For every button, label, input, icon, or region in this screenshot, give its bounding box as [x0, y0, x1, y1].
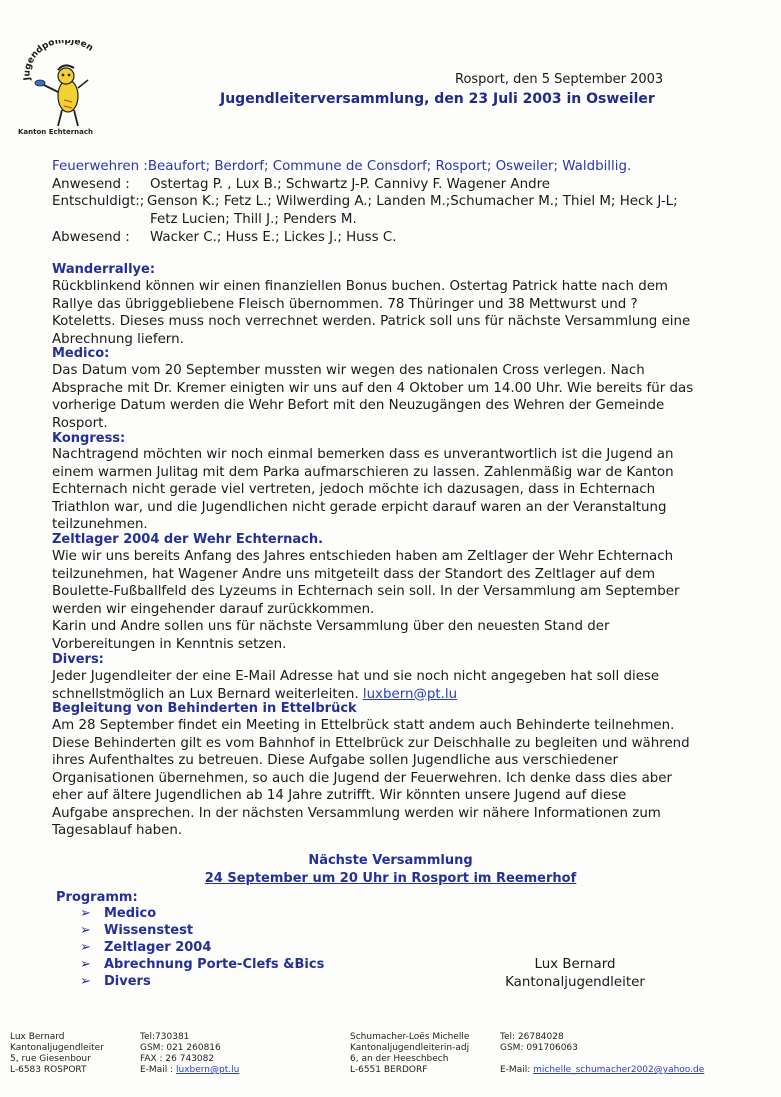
footer-right-email-row: [500, 1065, 704, 1076]
paragraph-line: Organisationen übernehmen, so auch die Jugend der Feuerwehren. Ich denke dass dies aber: [52, 770, 673, 786]
footer-left-tel: Tel:730381: [140, 1032, 190, 1042]
footer-left-city: L-6583 ROSPORT: [10, 1065, 87, 1075]
section-body-divers: [52, 668, 732, 703]
document-title: Jugendleiterversammlung, den 23 Juli 2003 in Osweiler: [220, 91, 655, 107]
fire-brigades-label: Feuerwehren :: [52, 159, 148, 174]
signature-role: Kantonaljugendleiter: [505, 975, 645, 990]
list-item: [80, 940, 324, 957]
paragraph-line: Das Datum vom 20 September mussten wir wegen des nationalen Cross verlegen. Nach: [52, 363, 645, 378]
section-heading-wanderrallye: Wanderrallye:: [52, 262, 156, 277]
section-body-wanderrallye: [52, 278, 732, 348]
paragraph-line: Jeder Jugendleiter der eine E-Mail Adresse hat und sie noch nicht angegeben hat soll diese: [52, 669, 660, 684]
paragraph-line: Boulette-Fußballfeld des Lyzeums in Echternach sein soll. In der Versammlung am September: [52, 584, 680, 599]
logo-caption: Kanton Echternach: [18, 128, 94, 136]
signature-name: Lux Bernard: [534, 957, 616, 972]
excused-value-2: Fetz Lucien; Thill J.; Penders M.: [150, 212, 357, 227]
absent-value: Wacker C.; Huss E.; Lickes J.; Huss C.: [150, 230, 397, 245]
section-heading-divers: Divers:: [52, 652, 104, 667]
section-heading-kongress: Kongress:: [52, 431, 126, 446]
programm-item-label: Divers: [104, 974, 151, 989]
fire-brigades-row: [52, 158, 631, 176]
paragraph-line: Wie wir uns bereits Anfang des Jahres entschieden haben am Zeltlager der Wehr Echternach: [52, 549, 674, 564]
email-link-luxbern[interactable]: luxbern@pt.lu: [362, 686, 458, 702]
arrow-bullet-icon: ➢: [80, 923, 91, 938]
footer-left-email-link[interactable]: luxbern@pt.lu: [175, 1065, 240, 1075]
arrow-bullet-icon: ➢: [80, 940, 91, 955]
paragraph-line: teilzunehmen.: [52, 517, 148, 532]
absent-label: Abwesend :: [52, 230, 130, 245]
footer-right-city: L-6551 BERDORF: [350, 1065, 428, 1075]
footer-right-email-label: E-Mail:: [500, 1065, 531, 1075]
list-item: [80, 923, 324, 940]
paragraph-line: Tagesablauf haben.: [52, 823, 183, 838]
logo-text: Jugendpompjeen: [22, 40, 95, 81]
list-item: [80, 957, 324, 974]
footer-left-fax: FAX : 26 743082: [140, 1054, 215, 1064]
section-body-begleitung: [52, 717, 732, 840]
next-meeting-heading: Nächste Versammlung: [308, 853, 473, 868]
programm-item-label: Zeltlager 2004: [104, 940, 212, 955]
paragraph-line: Diese Behinderten gilt es vom Bahnhof in Ettelbrück zur Deischhalle zu begleiten und während: [52, 735, 690, 751]
footer-right-address: [350, 1032, 469, 1076]
footer-right-tel: Tel: 26784028: [500, 1032, 564, 1042]
programm-item-label: Abrechnung Porte-Clefs &Bics: [104, 957, 325, 972]
section-heading-zeltlager: Zeltlager 2004 der Wehr Echternach.: [52, 532, 324, 547]
absent-row: [52, 229, 397, 247]
divers-line-2: schnellstmöglich an Lux Bernard weiterleiten.: [52, 686, 359, 702]
fire-brigades-value: Beaufort; Berdorf; Commune de Consdorf; Rosport; Osweiler; Waldbillig.: [147, 159, 632, 174]
arrow-bullet-icon: ➢: [80, 974, 91, 989]
paragraph-line: Rückblinkend können wir einen finanziellen Bonus buchen. Ostertag Patrick hatte nach dem: [52, 279, 668, 294]
footer-right-role: Kantonaljugendleiterin-adj: [350, 1043, 470, 1053]
arrow-bullet-icon: ➢: [80, 957, 91, 972]
organization-logo: [18, 40, 108, 140]
excused-value-1: Genson K.; Fetz L.; Wilwerding A.; Landen M.;Schumacher M.; Thiel M; Heck J-L;: [147, 194, 678, 209]
paragraph-line: Am 28 September findet ein Meeting in Ettelbrück statt andem auch Behinderte teilnehmen.: [52, 718, 675, 733]
footer-right-street: 6, an der Heeschbech: [350, 1054, 449, 1064]
next-meeting-detail: 24 September um 20 Uhr in Rosport im Reemerhof: [204, 871, 577, 886]
paragraph-line: Karin und Andre sollen uns für nächste Versammlung über den neuesten Stand der: [52, 619, 610, 634]
paragraph-line: Absprache mit Dr. Kremer einigten wir uns auf den 4 Oktober um 14.00 Uhr. Wie bereits für das: [52, 380, 694, 396]
footer-right-email-link[interactable]: michelle_schumacher2002@yahoo.de: [533, 1065, 705, 1075]
date-line: Rosport, den 5 September 2003: [455, 72, 664, 87]
footer-left-gsm: GSM: 021 260816: [140, 1043, 221, 1053]
paragraph-line: Abrechnung liefern.: [52, 331, 184, 347]
paragraph-line: Vorbereitungen in Kenntnis setzen.: [52, 636, 287, 652]
signature-block: [500, 956, 650, 992]
present-label: Anwesend :: [52, 177, 130, 192]
footer-left-street: 5, rue Giesenbour: [10, 1054, 91, 1064]
arrow-bullet-icon: ➢: [80, 906, 91, 921]
paragraph-line: werden wir eingehender darauf zurückkommen.: [52, 601, 375, 617]
footer-left-email-row: [140, 1065, 239, 1076]
programm-item-label: Wissenstest: [104, 923, 194, 938]
section-body-zeltlager: [52, 548, 732, 653]
footer-right-name: Schumacher-Loës Michelle: [350, 1032, 470, 1042]
footer-right-contact: [500, 1032, 704, 1076]
paragraph-line: Rosport.: [52, 415, 108, 431]
paragraph-line: ihres Aufenthaltes zu betreuen. Diese Aufgabe sollen Jugendliche aus verschiedener: [52, 753, 618, 768]
paragraph-line: Triathlon war, und die Jugendlichen nicht gerade erpicht darauf waren an der Veranstaltung: [52, 499, 667, 515]
list-item: [80, 974, 324, 991]
paragraph-line: Nachtragend möchten wir noch einmal bemerken dass es unverantwortlich ist die Jugend an: [52, 447, 674, 462]
footer-left-contact: [140, 1032, 239, 1076]
footer-left-role: Kantonaljugendleiter: [10, 1043, 104, 1053]
paragraph-line: teilzunehmen, hat Wagener Andre uns mitgeteilt dass der Standort des Zeltlager auf dem: [52, 566, 655, 582]
programm-title: Programm:: [56, 890, 138, 905]
list-item: [80, 906, 324, 923]
paragraph-line: Aufgabe ansprechen. In der nächsten Versammlung werden wir nähere Informationen zum: [52, 805, 661, 821]
excused-label: Entschuldigt:;: [52, 194, 145, 209]
paragraph-line: eher auf ältere Jugendlichen ab 14 Jahre zutrifft. Wir könnten unsere Jugend auf diese: [52, 788, 627, 803]
paragraph-line: Rallye das übriggebliebene Fleisch übernommen. 78 Thüringer und 38 Mettwurst und ?: [52, 296, 638, 312]
present-row: [52, 176, 550, 194]
paragraph-line: einem warmen Julitag mit dem Parka aufmarschieren zu lassen. Zahlenmäßig war de Kanton: [52, 464, 674, 480]
paragraph-line: Koteletts. Dieses muss noch verrechnet werden. Patrick soll uns für nächste Versammlung eine: [52, 314, 691, 329]
excused-row: [52, 193, 678, 211]
section-heading-medico: Medico:: [52, 346, 110, 361]
paragraph-line: Echternach nicht gerade viel vertreten, jedoch möchte ich dazusagen, dass in Echternach: [52, 482, 656, 497]
footer-left-email-label: E-Mail :: [140, 1065, 174, 1075]
present-value: Ostertag P. , Lux B.; Schwartz J-P. Cannivy F. Wagener Andre: [150, 177, 551, 192]
section-body-kongress: [52, 446, 732, 534]
paragraph-line: vorherige Datum werden die Wehr Befort mit den Neuzugängen des Wehren der Gemeinde: [52, 398, 665, 413]
programm-list: [80, 906, 324, 991]
footer-left-address: [10, 1032, 104, 1076]
programm-item-label: Medico: [104, 906, 157, 921]
footer-left-name: Lux Bernard: [10, 1032, 65, 1042]
section-heading-begleitung: Begleitung von Behinderten in Ettelbrück: [52, 701, 357, 716]
section-body-medico: [52, 362, 732, 432]
footer-right-gsm: GSM: 091706063: [500, 1043, 578, 1053]
